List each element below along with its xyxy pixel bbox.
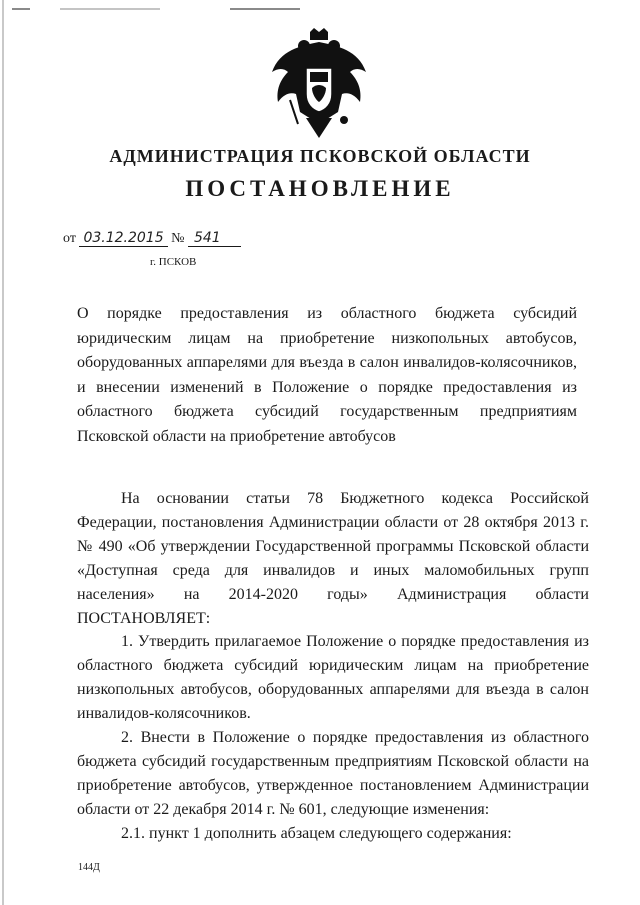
- organization-name: АДМИНИСТРАЦИЯ ПСКОВСКОЙ ОБЛАСТИ: [109, 146, 531, 166]
- document-code: 144Д: [78, 862, 100, 873]
- scan-artifact: [230, 8, 300, 10]
- preamble-paragraph: На основании статьи 78 Бюджетного кодекса Российской Федерации, постановления Администрации области от 28 октября 2013 г. № 490 «Об утверждении Государственной программы Псковской области «Доступная среда для инвалидов и иных маломобильных групп населения» на 2014-2020 годы» Администрация области ПОСТАНОВЛЯЕТ:: [77, 490, 589, 627]
- handwritten-date: 03.12.2015: [79, 230, 167, 247]
- number-label: №: [171, 231, 185, 246]
- document-type-heading: ПОСТАНОВЛЕНИЕ: [185, 176, 455, 201]
- scan-artifact: [60, 8, 160, 10]
- city-label: г. ПСКОВ: [150, 256, 197, 268]
- item-2-paragraph: 2. Внести в Положение о порядке предоставления из областного бюджета субсидий государственным предприятиям Псковской области на приобретение автобусов, утвержденное постановлением Администрации области от 22 декабря 2014 г. № 601, следующие изменения:: [77, 729, 589, 818]
- scan-edge: [2, 0, 4, 905]
- document-body: [77, 487, 589, 846]
- date-number-line: [63, 230, 241, 247]
- from-label: от: [63, 231, 76, 246]
- handwritten-number: 541: [188, 230, 241, 247]
- scan-artifact: [12, 8, 30, 10]
- item-1-paragraph: 1. Утвердить прилагаемое Положение о порядке предоставления из областного бюджета субсидий юридическим лицам на приобретение низкопольных автобусов, оборудованных аппарелями для въезда в салон инвалидов-колясочников.: [77, 633, 589, 723]
- coat-of-arms-emblem-icon: [270, 28, 368, 140]
- document-title: О порядке предоставления из областного бюджета субсидий юридическим лицам на приобретение низкопольных автобусов, оборудованных аппарелями для въезда в салон инвалидов-колясочников, и внесении изменений в Положение о порядке предоставления из областного бюджета субсидий государственным предприятиям Псковской области на приобретение автобусов: [77, 305, 577, 445]
- item-2-1-paragraph: 2.1. пункт 1 дополнить абзацем следующего содержания:: [121, 824, 512, 842]
